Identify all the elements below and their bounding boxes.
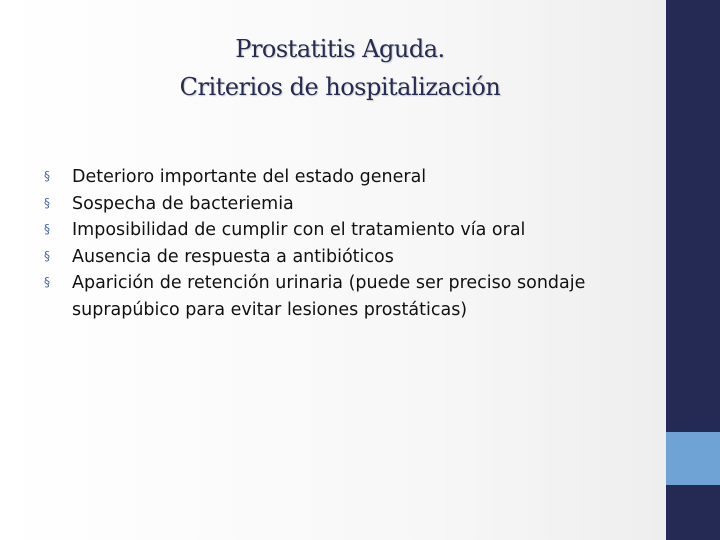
bullet-text: Sospecha de bacteriemia [72,193,294,214]
bullet-item [44,191,644,218]
bullet-text: Ausencia de respuesta a antibióticos [72,246,394,267]
title-line-2: Criterios de hospitalización [179,73,501,101]
bullet-icon: § [44,222,50,236]
bullet-text: Deterioro importante del estado general [72,167,427,187]
bullet-item [44,164,644,191]
side-decoration-strip [666,0,720,540]
bullet-text: Imposibilidad de cumplir con el tratamiento vía oral [72,220,526,240]
slide-title [40,30,640,106]
bullet-item [44,217,644,244]
side-accent-block [666,432,720,485]
bullet-icon: § [44,169,50,183]
bullet-icon: § [44,248,50,263]
bullet-icon: § [44,275,50,289]
title-line-1: Prostatitis Aguda. [235,35,445,63]
bullet-item [44,244,644,271]
bullet-item [44,270,644,323]
bullet-icon: § [44,195,50,210]
bullet-list [44,164,644,323]
bullet-text: Aparición de retención urinaria (puede ser preciso sondaje suprapúbico para evitar lesiones prostáticas) [72,273,586,320]
